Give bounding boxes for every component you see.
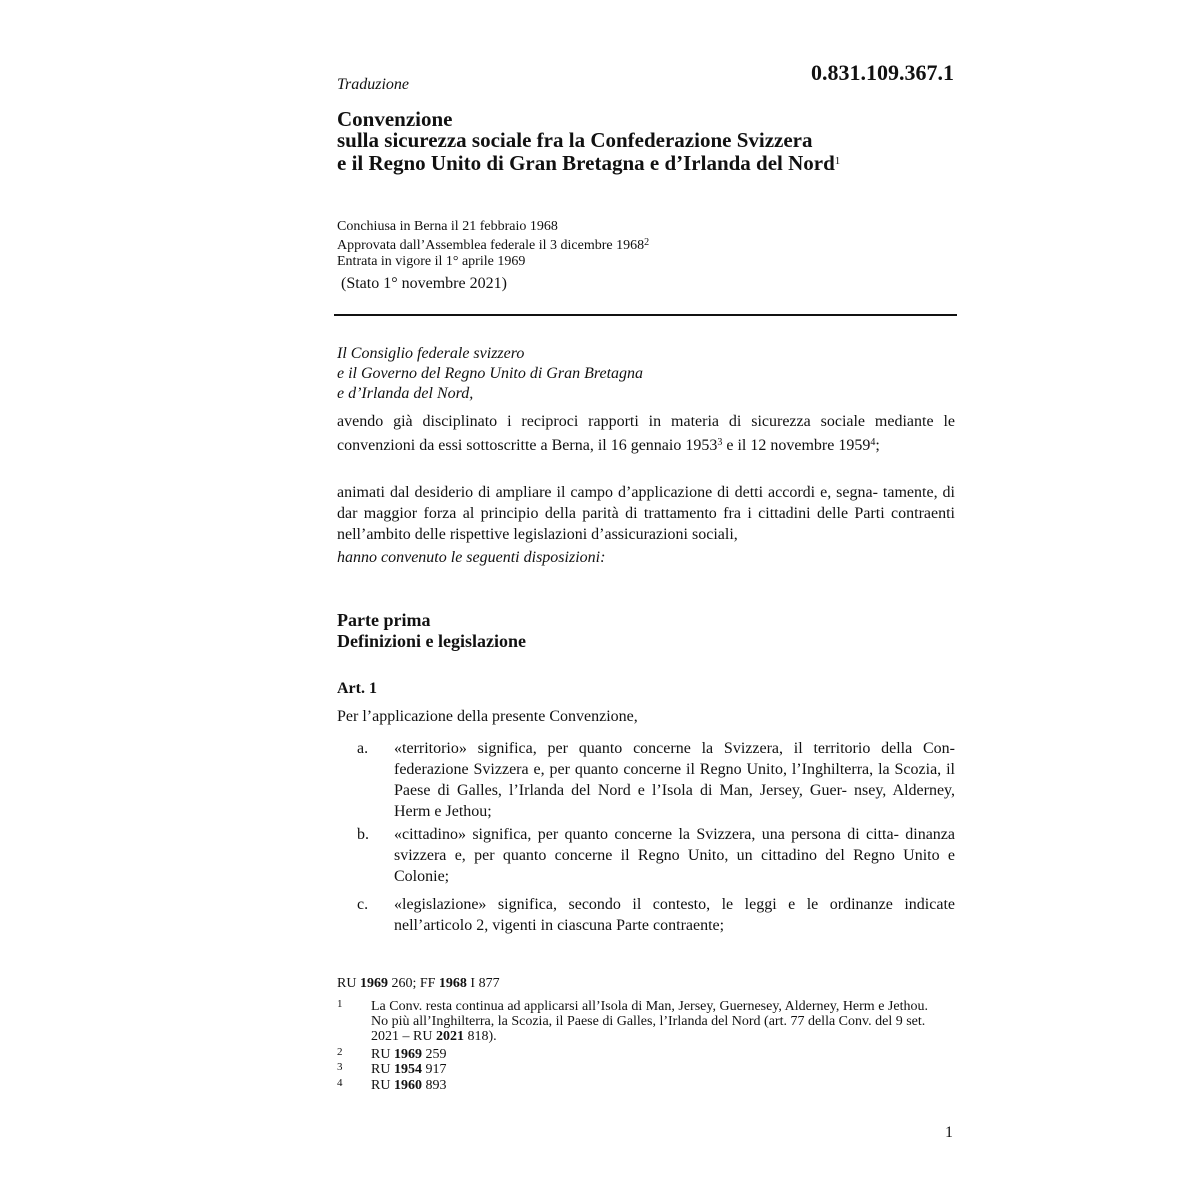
footnote-text-b: 818). (463, 1029, 497, 1044)
footnote-text (371, 1078, 937, 1093)
preamble-paragraph-1 (337, 411, 955, 456)
footnote-prefix: RU (371, 1047, 394, 1062)
preamble-paragraph-1-text-b: e il 12 novembre 1959 (722, 437, 871, 454)
list-item (357, 824, 955, 887)
article-intro: Per l’applicazione della presente Convenzione, (337, 708, 638, 725)
list-item-text: «territorio» significa, per quanto concerne la Svizzera, il territorio della Con- federazione Svizzera e, per quanto concerne il Regno Unito, l’Inghilterra, la Scozia, il Paese di Galles, l’Irlanda del Nord e l’Isola di Man, Jersey, Guer- nsey, Alderney, Herm e Jethou; (394, 740, 955, 820)
footnote-page: 893 (421, 1078, 447, 1093)
document-title (337, 109, 955, 174)
source-ru-label: RU (337, 976, 360, 991)
page-number: 1 (945, 1124, 953, 1141)
title-line-1: Convenzione (337, 107, 453, 131)
title-line-2: sulla sicurezza sociale fra la Confederazione Svizzera (337, 128, 813, 152)
source-ff-year[interactable]: 1968 (438, 976, 467, 991)
sr-number: 0.831.109.367.1 (811, 60, 954, 85)
footnote-year-link[interactable]: 1969 (393, 1047, 422, 1062)
approved-date (337, 235, 955, 254)
list-item (357, 894, 955, 936)
footnote-number: 2 (337, 1046, 343, 1058)
list-item-label: c. (357, 896, 369, 913)
party-3: e d’Irlanda del Nord, (337, 385, 474, 402)
footnote-year-link[interactable]: 2021 (435, 1029, 464, 1044)
footnote-prefix: RU (371, 1078, 394, 1093)
footnote-ref-2[interactable]: 2 (644, 237, 650, 248)
translation-label: Traduzione (337, 76, 410, 93)
footnote-number: 4 (337, 1077, 343, 1089)
preamble-paragraph-3: hanno convenuto le seguenti disposizioni: (337, 549, 606, 566)
footnote-text-a: La Conv. resta continua ad applicarsi all’Isola di Man, Jersey, Guernesey, Alderney, Herm e Jethou. No più all’Inghilterra, la Scozia, il Paese di Galles, l’Irlanda del Nord (art. 77 della Conv. del 9 set. 2021 – RU (371, 999, 928, 1044)
footnote-ref-3[interactable]: 3 (717, 437, 723, 448)
footnote-text (371, 999, 937, 1044)
concluded-date: Conchiusa in Berna il 21 febbraio 1968 (337, 219, 558, 234)
list-item-text: «cittadino» significa, per quanto concerne la Svizzera, una persona di citta- dinanza svizzera e, per quanto concerne il Regno Unito, un cittadino del Regno Unito e Colonie; (394, 826, 955, 885)
preamble-paragraph-1-text-c: ; (875, 437, 880, 454)
footnote-year-link[interactable]: 1960 (393, 1078, 422, 1093)
part-heading-line-2: Definizioni e legislazione (337, 631, 526, 651)
list-item-label: a. (357, 740, 369, 757)
source-ru-year[interactable]: 1969 (359, 976, 388, 991)
preamble-parties (337, 344, 955, 404)
footnote-ref-1[interactable]: 1 (834, 155, 841, 167)
party-1: Il Consiglio federale svizzero (337, 345, 525, 362)
source-reference (337, 976, 955, 992)
header-divider (334, 314, 957, 316)
party-2: e il Governo del Regno Unito di Gran Bretagna (337, 365, 644, 382)
part-heading (337, 610, 955, 652)
preamble-paragraph-2: animati dal desiderio di ampliare il campo d’applicazione di detti accordi e, segna- tamente, di dar maggior forza al principio della parità di trattamento fra i cittadini delle Parti contraenti nell’ambito delle rispettive legislazioni d’assicurazioni sociali, (337, 484, 955, 543)
preamble-paragraph-1-text-a: avendo già disciplinato i reciproci rapporti in materia di sicurezza sociale mediante le convenzioni da essi sottoscritte a Berna, il 16 gennaio 1953 (337, 413, 955, 454)
footnote-number: 1 (337, 998, 343, 1010)
footnote-page: 917 (421, 1062, 447, 1077)
footnote-text (371, 1062, 937, 1077)
list-item-label: b. (357, 826, 369, 843)
footnote-1 (337, 999, 937, 1044)
status-date: (Stato 1° novembre 2021) (341, 275, 507, 292)
source-ru-page: 260; FF (387, 976, 439, 991)
footnote-text (371, 1047, 937, 1062)
footnote-year-link[interactable]: 1954 (393, 1062, 422, 1077)
approved-date-text: Approvata dall’Assemblea federale il 3 dicembre 1968 (337, 238, 645, 253)
footnote-ref-4[interactable]: 4 (870, 437, 876, 448)
footnote-2 (337, 1047, 937, 1062)
title-line-3 (337, 151, 955, 174)
in-force-date: Entrata in vigore il 1° aprile 1969 (337, 254, 526, 269)
source-ff-page: I 877 (466, 976, 500, 991)
part-heading-line-1: Parte prima (337, 610, 431, 630)
article-heading: Art. 1 (337, 680, 377, 697)
footnote-page: 259 (421, 1047, 447, 1062)
title-line-3-text: e il Regno Unito di Gran Bretagna e d’Irlanda del Nord (337, 151, 835, 175)
footnote-3 (337, 1062, 937, 1077)
list-item-text: «legislazione» significa, secondo il contesto, le leggi e le ordinanze indicate nell’articolo 2, vigenti in ciascuna Parte contraente; (394, 896, 955, 934)
footnote-prefix: RU (371, 1062, 394, 1077)
footnote-4 (337, 1078, 937, 1093)
list-item (357, 738, 955, 822)
footnote-number: 3 (337, 1061, 343, 1073)
document-metadata (337, 219, 955, 270)
